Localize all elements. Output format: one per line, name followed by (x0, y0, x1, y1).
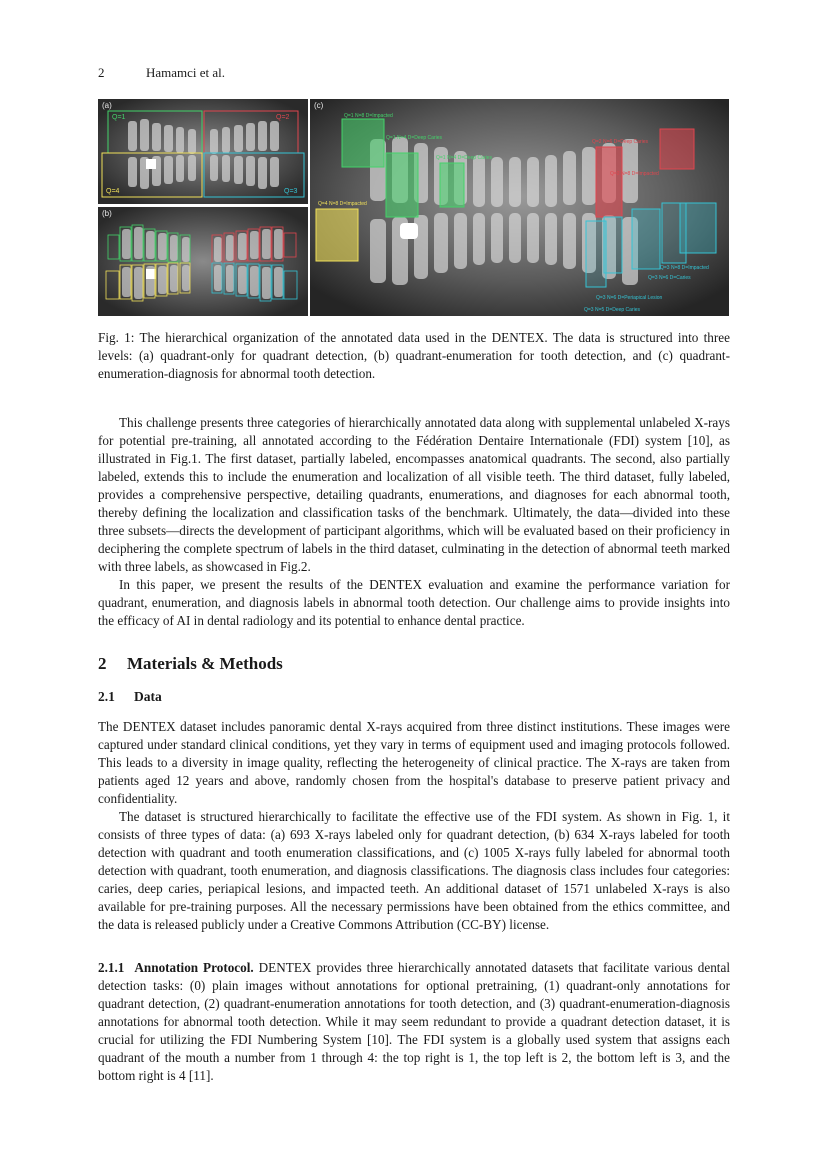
data-section-text (98, 718, 730, 934)
panel-c-letter: (c) (314, 101, 324, 110)
panel-a-letter: (a) (102, 101, 112, 110)
intro-text (98, 414, 730, 630)
panel-b-xray (98, 207, 308, 316)
annotation-protocol-paragraph (98, 959, 730, 1085)
page-number: 2 (98, 65, 105, 80)
figure-1 (98, 99, 729, 318)
label-q3-n8: Q=3 N=8 D=Impacted (660, 265, 709, 271)
panel-c-svg (310, 99, 729, 316)
label-q3-n5: Q=3 N=5 D=Deep Caries (584, 307, 641, 313)
panel-c-xray (310, 99, 729, 316)
section-2-number: 2 (98, 654, 107, 673)
figure-caption: Fig. 1: The hierarchical organization of the annotated data used in the DENTEX. The data is structured into three levels: (a) quadrant-only for quadrant detection, (b) quadrant-enumeration for tooth detection, and (c) quadrant-enumeration-diagnosis for abnormal tooth detection. (98, 330, 730, 381)
annotation-protocol-body: DENTEX provides three hierarchically annotated datasets that facilitate various dental detection tasks: (0) plain images without annotations for optional pretraining, (1) quadrant-only annotations for quadrant detection, (2) quadrant-enumeration annotations for tooth detection, and (3) quadrant-enumeration-diagnosis annotations for abnormal tooth detection. While it may seem redundant to provide a quadrant detection dataset, it is crucial for utilizing the FDI Numbering System [10]. The FDI system is a globally used system that assigns each quadrant of the mouth a number from 1 through 4: the top right is 1, the top left is 2, the bottom left is 3, and the bottom right is 4 [11]. (98, 960, 730, 1083)
section-2-1-1-heading (98, 960, 254, 975)
label-q2-n6: Q=2 N=6 D=Deep Caries (592, 139, 649, 145)
label-q1-n4-b: Q=1 N=4 D=Deep Caries (436, 155, 493, 161)
label-q3-n6-caries: Q=3 N=6 D=Caries (648, 275, 691, 281)
running-head (98, 65, 225, 81)
panel-a-label-q3: Q=3 (284, 188, 298, 195)
label-q1-n8: Q=1 N=8 D=Impacted (344, 113, 393, 119)
section-2-1-number: 2.1 (98, 689, 115, 704)
section-2-title: Materials & Methods (127, 654, 283, 673)
panel-b-letter: (b) (102, 209, 112, 218)
data-paragraph-1: The DENTEX dataset includes panoramic dental X-rays acquired from three distinct institutions. These images were captured under standard clinical conditions, yet they vary in terms of equipment used and imaging protocols followed. This leads to a diversity in image quality, reflecting the heterogeneity of clinical practice. The X-rays are taken from patients aged 12 years and above, randomly chosen from the hospital's database to preserve patient privacy and confidentiality. (98, 719, 730, 806)
label-q4-n8: Q=4 N=8 D=Impacted (318, 201, 367, 207)
panel-a-label-q1: Q=1 (112, 114, 126, 121)
panel-a-label-q2: Q=2 (276, 114, 290, 121)
section-2-1-title: Data (134, 689, 162, 704)
panel-a-svg (98, 99, 308, 204)
intro-paragraph-2: In this paper, we present the results of the DENTEX evaluation and examine the performance variation for quadrant, enumeration, and diagnosis labels in abnormal tooth detection. Our challenge aims to provide insights into the efficacy of AI in dental radiology and its potential to enhance dental practice. (98, 577, 730, 628)
label-q1-n4-a: Q=1 N=4 D=Deep Caries (386, 135, 443, 141)
intro-paragraph-1: This challenge presents three categories of hierarchically annotated data along with supplemental unlabeled X-rays for potential pre-training, all annotated according to the Fédération Dentaire Internationale (FDI) system [10], as illustrated in Fig.1. The first dataset, partially labeled, encompasses anatomical quadrants. The second, also partially labeled, extends this to include the enumeration and localization of all visible teeth. The third dataset, fully labeled, provides a comprehensive perspective, detailing quadrants, enumerations, and diagnoses for each abnormal tooth, thereby defining the localization and classification tasks of the benchmark. Ultimately, the data—divided into these three subsets—directs the development of participant algorithms, which will be evaluated based on their proficiency in deciphering the complete spectrum of labels in the third dataset, culminating in the detection of abnormal teeth marked with three labels, as showcased in Fig.2. (98, 415, 730, 574)
annotation-protocol-text (98, 959, 730, 1085)
section-2-1-1-number: 2.1.1 (98, 960, 125, 975)
panel-a-label-q4: Q=4 (106, 188, 120, 195)
section-2-heading (98, 654, 283, 674)
label-q3-n6-lesion: Q=3 N=6 D=Periapical Lesion (596, 295, 663, 301)
panel-b-svg (98, 207, 308, 316)
panel-a-xray (98, 99, 308, 204)
section-2-1-1-title: Annotation Protocol. (134, 960, 254, 975)
label-q2-n8: Q=2 N=8 D=Impacted (610, 171, 659, 177)
section-2-1-heading (98, 689, 162, 705)
running-head-authors: Hamamci et al. (146, 65, 226, 80)
data-paragraph-2: The dataset is structured hierarchically to facilitate the effective use of the FDI system. As shown in Fig. 1, it consists of three types of data: (a) 693 X-rays labeled only for quadrant detection, (b) 634 X-rays labeled for tooth detection with quadrant and tooth enumeration classifications, and (c) 1005 X-rays fully labeled for abnormal tooth detection with quadrant, tooth enumeration, and diagnosis classifications. The diagnosis class includes four categories: caries, deep caries, periapical lesions, and impacted teeth. An additional dataset of 1571 unlabeled X-rays is also available for pre-training purposes. All the necessary permissions have been obtained from the ethics committee, and the data is released publicly under a Creative Commons Attribution (CC-BY) license. (98, 809, 730, 932)
